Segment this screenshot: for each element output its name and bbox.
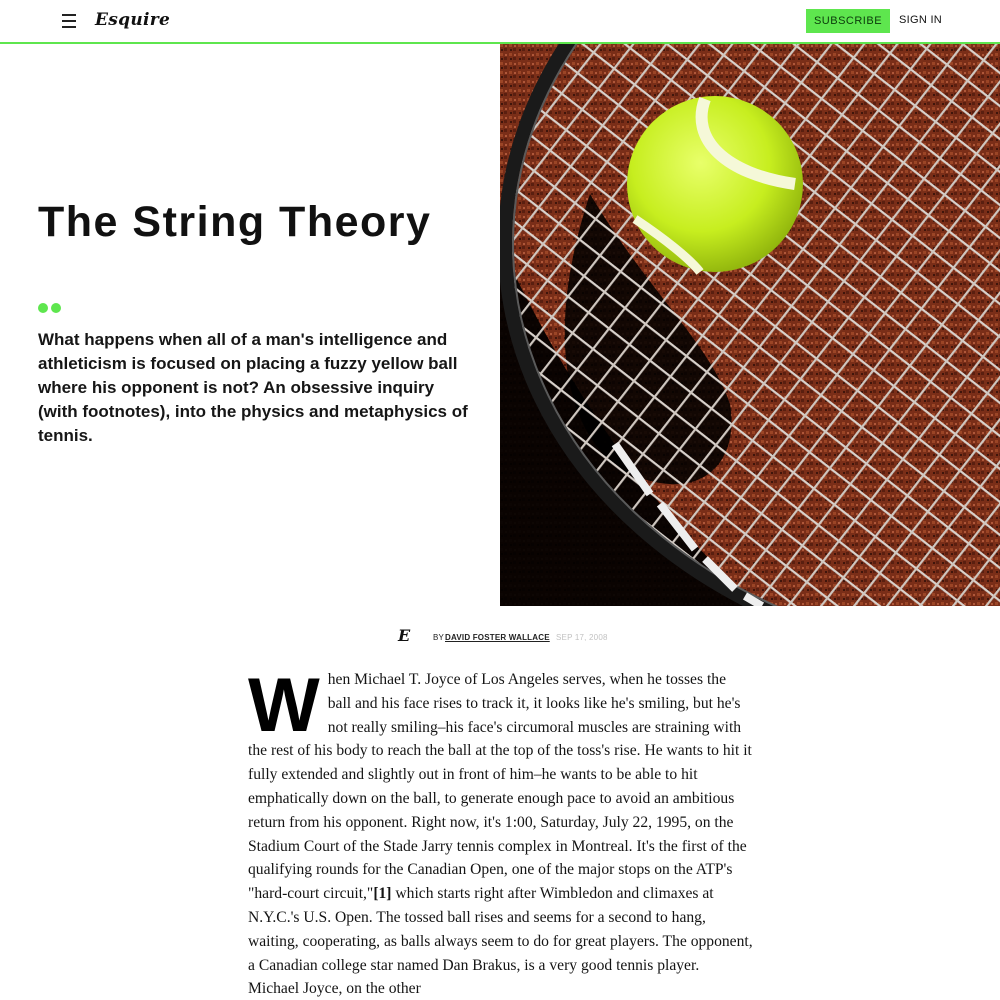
accent-dots bbox=[38, 303, 64, 313]
publish-date: SEP 17, 2008 bbox=[556, 633, 608, 642]
article-title: The String Theory bbox=[38, 198, 432, 246]
site-header bbox=[0, 0, 1000, 44]
menu-line bbox=[62, 14, 76, 16]
esquire-logo[interactable]: Esquire bbox=[95, 10, 171, 30]
article-body bbox=[248, 663, 753, 1000]
hero-image-tennis-ball bbox=[500, 44, 1000, 606]
hamburger-menu-icon[interactable] bbox=[60, 12, 80, 30]
paragraph-text: hen Michael T. Joyce of Los Angeles serves, when he tosses the ball and his face rises to track it, it looks like he's smiling, but he's not really smiling–his face's circumoral muscles are straining with the rest of his body to reach the ball at the top of the toss's rise. He wants to hit it fully extended and slightly out in front of him–he wants to be able to hit emphatically down on the ball, to generate enough pace to avoid an ambitious return from his opponent. Right now, it's 1:00, Saturday, July 22, 1995, on the Stadium Court of the Stade Jarry tennis complex in Montreal. It's the first of the qualifying rounds for the Canadian Open, one of the major stops on the ATP's "hard-court circuit," bbox=[248, 671, 752, 903]
esquire-e-logo-icon: E bbox=[398, 626, 411, 645]
accent-dot bbox=[38, 303, 48, 313]
footnote-link-1[interactable]: [1] bbox=[373, 885, 392, 903]
subscribe-button[interactable]: SUBSCRIBE bbox=[806, 9, 890, 33]
paragraph-text-continued: which starts right after Wimbledon and climaxes at N.Y.C.'s U.S. Open. The tossed ball rises and seems for a second to hang, waiting, cooperating, as balls always seem to do for great players. The opponent, a Canadian college star named Dan Brakus, is a very good tennis player. Michael Joyce, on the other bbox=[248, 885, 753, 998]
drop-cap: W bbox=[248, 663, 318, 748]
sign-in-link[interactable]: SIGN IN bbox=[899, 14, 943, 26]
menu-line bbox=[62, 20, 76, 22]
author-link[interactable]: DAVID FOSTER WALLACE bbox=[445, 633, 550, 642]
accent-dot bbox=[51, 303, 61, 313]
menu-line bbox=[62, 26, 76, 28]
byline-prefix: BY bbox=[433, 633, 445, 642]
article-dek: What happens when all of a man's intelligence and athleticism is focused on placing a fuzzy yellow ball where his opponent is not? An obsessive inquiry (with footnotes), into the physics and metaphysics of tennis. bbox=[38, 330, 468, 445]
